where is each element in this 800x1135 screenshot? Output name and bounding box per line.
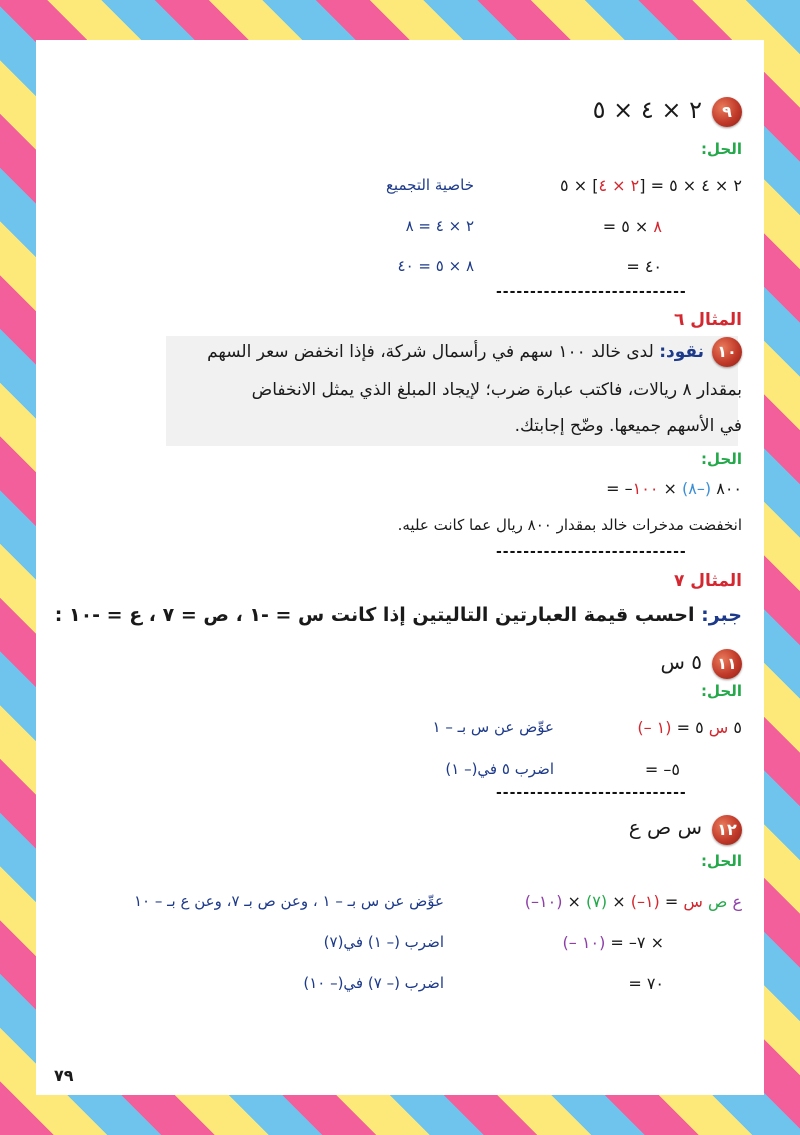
worksheet-page [36,40,764,1095]
problem-12-solution-label: الحل: [701,852,742,870]
problem-12-badge: ١٢ [712,815,742,845]
problem-12-eq1-reason: عوِّض عن س بـ – ١ ، وعن ص بـ ٧، وعن ع بـ – ١٠ [133,892,444,910]
problem-10-equation: = –٨٠٠ (–٨) × ١٠٠ [606,479,742,498]
problem-12-eq2-reason: اضرب (– ١) في(٧) [323,933,444,951]
problem-12-expression: س ص ع [628,815,702,839]
page-number: ٧٩ [54,1066,74,1085]
problem-9-badge: ٩ [712,97,742,127]
problem-9-grouped-term: ٢ × ٤ [598,176,640,195]
problem-9-solution-label: الحل: [701,140,742,158]
example-7-statement: جبر: احسب قيمة العبارتين التاليتين إذا كانت س = -١ ، ص = ٧ ، ع = -١٠ : [54,604,742,626]
separator-3: ---------------------------- [496,785,687,801]
problem-10-conclusion: انخفضت مدخرات خالد بمقدار ٨٠٠ ريال عما كانت عليه. [397,516,742,534]
example-7-title: المثال ٧ [674,571,742,591]
separator-2: ---------------------------- [496,544,687,560]
problem-11-eq1: (– ١) = ٥ س ٥ [637,718,742,737]
problem-9-step1-reason: خاصية التجميع [385,176,474,194]
problem-10-line1: نقود: لدى خالد ١٠٠ سهم في رأسمال شركة، فإذا انخفض سعر السهم [207,342,704,362]
problem-9-expression: ٢ × ٤ × ٥ [592,96,702,124]
problem-12-eq3: = ٧٠ [628,974,664,993]
problem-11-eq2: = –٥ [644,760,680,779]
problem-10-line3: في الأسهم جميعها. وضّح إجابتك. [514,416,742,436]
example-6-title: المثال ٦ [674,310,742,330]
problem-10-keyword: نقود: [659,342,704,362]
problem-11-expression: ٥ س [660,650,702,674]
problem-12-eq2: (– ١٠) = –٧ × [562,933,664,952]
problem-11-eq1-reason: عوِّض عن س بـ – ١ [432,718,554,736]
problem-9-step2: = ٨ × ٥ [602,217,662,236]
problem-12-eq3-reason: اضرب (– ٧) في(– ١٠) [303,974,444,992]
separator-1: ---------------------------- [496,284,687,300]
problem-9-step3: = ٤٠ [626,257,662,276]
problem-11-solution-label: الحل: [701,682,742,700]
example-7-keyword: جبر: [701,604,742,626]
problem-9-step2-reason: ٢ × ٤ = ٨ [405,217,474,235]
problem-12-eq1: (–١٠) × (٧) × (–١) = ع ص س [524,892,742,911]
problem-10-badge: ١٠ [712,337,742,367]
problem-10-line2: بمقدار ٨ ريالات، فاكتب عبارة ضرب؛ لإيجاد المبلغ الذي يمثل الانخفاض [251,380,742,400]
problem-9-step1: ٢ × ٤ × ٥ = [٢ × ٤] × ٥ [560,176,742,195]
problem-11-eq2-reason: اضرب ٥ في(– ١) [445,760,554,778]
problem-10-solution-label: الحل: [701,450,742,468]
problem-11-badge: ١١ [712,649,742,679]
problem-9-step3-reason: ٨ × ٥ = ٤٠ [397,257,474,275]
